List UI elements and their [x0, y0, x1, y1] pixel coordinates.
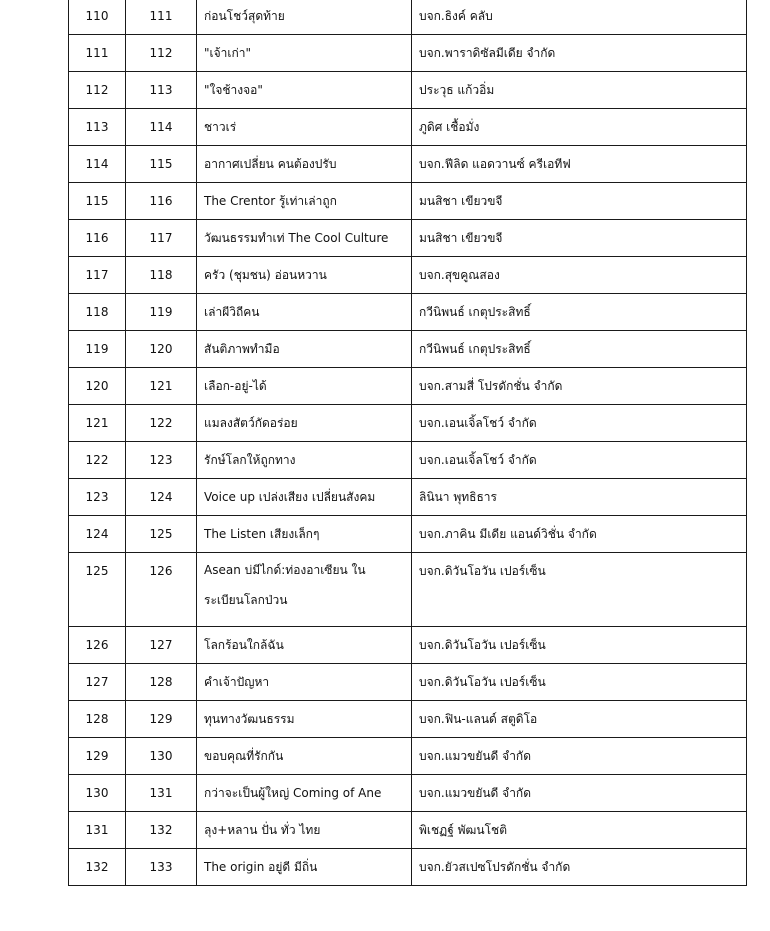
producer-cell: บจก.ฟิน-แลนด์ สตูดิโอ — [412, 701, 747, 738]
row-number-cell: 130 — [69, 775, 126, 812]
order-number-cell: 133 — [126, 849, 197, 886]
row-number-cell: 126 — [69, 627, 126, 664]
program-list-table — [68, 0, 747, 886]
row-number-cell: 115 — [69, 183, 126, 220]
table-row — [69, 812, 747, 849]
producer-cell: มนสิชา เขียวขจี — [412, 220, 747, 257]
order-number-cell: 114 — [126, 109, 197, 146]
producer-cell: บจก.พาราดิซัลมีเดีย จำกัด — [412, 35, 747, 72]
row-number-cell: 120 — [69, 368, 126, 405]
order-number-cell: 128 — [126, 664, 197, 701]
table-row — [69, 220, 747, 257]
row-number-cell: 119 — [69, 331, 126, 368]
producer-cell: บจก.แมวขยันดี จำกัด — [412, 775, 747, 812]
producer-cell: บจก.สุขคูณสอง — [412, 257, 747, 294]
row-number-cell: 129 — [69, 738, 126, 775]
table-row — [69, 0, 747, 35]
program-title-cell: Asean บ่มีไกด์:ท่องอาเซียน ในระเบียนโลกป่วน — [197, 553, 412, 627]
program-title-cell: ขอบคุณที่รักกัน — [197, 738, 412, 775]
table-row — [69, 331, 747, 368]
program-title-cell: ก่อนโชว์สุดท้าย — [197, 0, 412, 35]
row-number-cell: 125 — [69, 553, 126, 627]
order-number-cell: 132 — [126, 812, 197, 849]
row-number-cell: 124 — [69, 516, 126, 553]
order-number-cell: 111 — [126, 0, 197, 35]
program-title-cell: "เจ้าเก่า" — [197, 35, 412, 72]
program-title-cell: คำเจ้าปัญหา — [197, 664, 412, 701]
table-row — [69, 479, 747, 516]
producer-cell: ภูดิศ เชื้อมั่ง — [412, 109, 747, 146]
order-number-cell: 122 — [126, 405, 197, 442]
row-number-cell: 110 — [69, 0, 126, 35]
producer-cell: บจก.ภาคิน มีเดีย แอนด์วิชั่น จำกัด — [412, 516, 747, 553]
table-row — [69, 405, 747, 442]
row-number-cell: 121 — [69, 405, 126, 442]
row-number-cell: 112 — [69, 72, 126, 109]
program-title-cell: The Listen เสียงเล็กๆ — [197, 516, 412, 553]
program-title-cell: ลุง+หลาน ปั่น ทั่ว ไทย — [197, 812, 412, 849]
row-number-cell: 116 — [69, 220, 126, 257]
program-title-cell: อากาศเปลี่ยน คนต้องปรับ — [197, 146, 412, 183]
order-number-cell: 123 — [126, 442, 197, 479]
row-number-cell: 128 — [69, 701, 126, 738]
row-number-cell: 132 — [69, 849, 126, 886]
table-row — [69, 294, 747, 331]
order-number-cell: 124 — [126, 479, 197, 516]
table-row — [69, 664, 747, 701]
order-number-cell: 131 — [126, 775, 197, 812]
producer-cell: บจก.เอนเจิ้ลโชว์ จำกัด — [412, 405, 747, 442]
row-number-cell: 114 — [69, 146, 126, 183]
producer-cell: บจก.ธิงค์ คลับ — [412, 0, 747, 35]
producer-cell: พิเชฏฐ์ พัฒนโชติ — [412, 812, 747, 849]
table-row — [69, 738, 747, 775]
row-number-cell: 111 — [69, 35, 126, 72]
order-number-cell: 121 — [126, 368, 197, 405]
program-title-cell: เลือก-อยู่-ได้ — [197, 368, 412, 405]
program-title-cell: The Crentor รู้เท่าเล่าถูก — [197, 183, 412, 220]
table-row — [69, 109, 747, 146]
producer-cell: กวีนิพนธ์ เกตุประสิทธิ์ — [412, 331, 747, 368]
producer-cell: กวีนิพนธ์ เกตุประสิทธิ์ — [412, 294, 747, 331]
row-number-cell: 118 — [69, 294, 126, 331]
order-number-cell: 113 — [126, 72, 197, 109]
table-row — [69, 72, 747, 109]
table-row — [69, 849, 747, 886]
program-title-cell: รักษ์โลกให้ถูกทาง — [197, 442, 412, 479]
program-title-cell: สันติภาพทำมือ — [197, 331, 412, 368]
order-number-cell: 120 — [126, 331, 197, 368]
row-number-cell: 131 — [69, 812, 126, 849]
producer-cell: บจก.ฟีลิด แอดวานซ์ ครีเอทีฟ — [412, 146, 747, 183]
program-title-cell: โลกร้อนใกล้ฉัน — [197, 627, 412, 664]
program-title-cell: ครัว (ชุมชน) อ่อนหวาน — [197, 257, 412, 294]
table-row — [69, 257, 747, 294]
order-number-cell: 127 — [126, 627, 197, 664]
program-title-cell: แมลงสัตว์กัดอร่อย — [197, 405, 412, 442]
producer-cell: มนสิชา เขียวขจี — [412, 183, 747, 220]
program-title-cell: ทุนทางวัฒนธรรม — [197, 701, 412, 738]
program-title-cell: กว่าจะเป็นผู้ใหญ่ Coming of Ane — [197, 775, 412, 812]
table-row — [69, 183, 747, 220]
producer-cell: บจก.เอนเจิ้ลโชว์ จำกัด — [412, 442, 747, 479]
table-row — [69, 553, 747, 627]
order-number-cell: 112 — [126, 35, 197, 72]
order-number-cell: 117 — [126, 220, 197, 257]
order-number-cell: 130 — [126, 738, 197, 775]
order-number-cell: 129 — [126, 701, 197, 738]
producer-cell: บจก.ดิวันโอวัน เปอร์เซ็น — [412, 664, 747, 701]
row-number-cell: 122 — [69, 442, 126, 479]
producer-cell: บจก.แมวขยันดี จำกัด — [412, 738, 747, 775]
table-row — [69, 146, 747, 183]
program-title-cell: The origin อยู่ดี มีถิ่น — [197, 849, 412, 886]
table-row — [69, 775, 747, 812]
order-number-cell: 116 — [126, 183, 197, 220]
program-title-cell: วัฒนธรรมทำเท่ The Cool Culture — [197, 220, 412, 257]
row-number-cell: 127 — [69, 664, 126, 701]
table-row — [69, 442, 747, 479]
table-row — [69, 516, 747, 553]
order-number-cell: 125 — [126, 516, 197, 553]
producer-cell: บจก.ดิวันโอวัน เปอร์เซ็น — [412, 627, 747, 664]
producer-cell: บจก.สามสี่ โปรดักชั่น จำกัด — [412, 368, 747, 405]
producer-cell: บจก.ยัวสเปซโปรดักชั่น จำกัด — [412, 849, 747, 886]
table-row — [69, 368, 747, 405]
row-number-cell: 117 — [69, 257, 126, 294]
producer-cell: บจก.ดิวันโอวัน เปอร์เซ็น — [412, 553, 747, 627]
order-number-cell: 126 — [126, 553, 197, 627]
table-row — [69, 35, 747, 72]
program-title-cell: เล่าผีวิถีคน — [197, 294, 412, 331]
program-title-cell: Voice up เปล่งเสียง เปลี่ยนสังคม — [197, 479, 412, 516]
producer-cell: ประวุธ แก้วอิ่ม — [412, 72, 747, 109]
row-number-cell: 123 — [69, 479, 126, 516]
program-title-cell: ชาวเร่ — [197, 109, 412, 146]
order-number-cell: 119 — [126, 294, 197, 331]
table-row — [69, 627, 747, 664]
table-row — [69, 701, 747, 738]
row-number-cell: 113 — [69, 109, 126, 146]
program-title-cell: "ใจช้างจอ" — [197, 72, 412, 109]
order-number-cell: 118 — [126, 257, 197, 294]
producer-cell: ลินินา พุทธิธาร — [412, 479, 747, 516]
order-number-cell: 115 — [126, 146, 197, 183]
